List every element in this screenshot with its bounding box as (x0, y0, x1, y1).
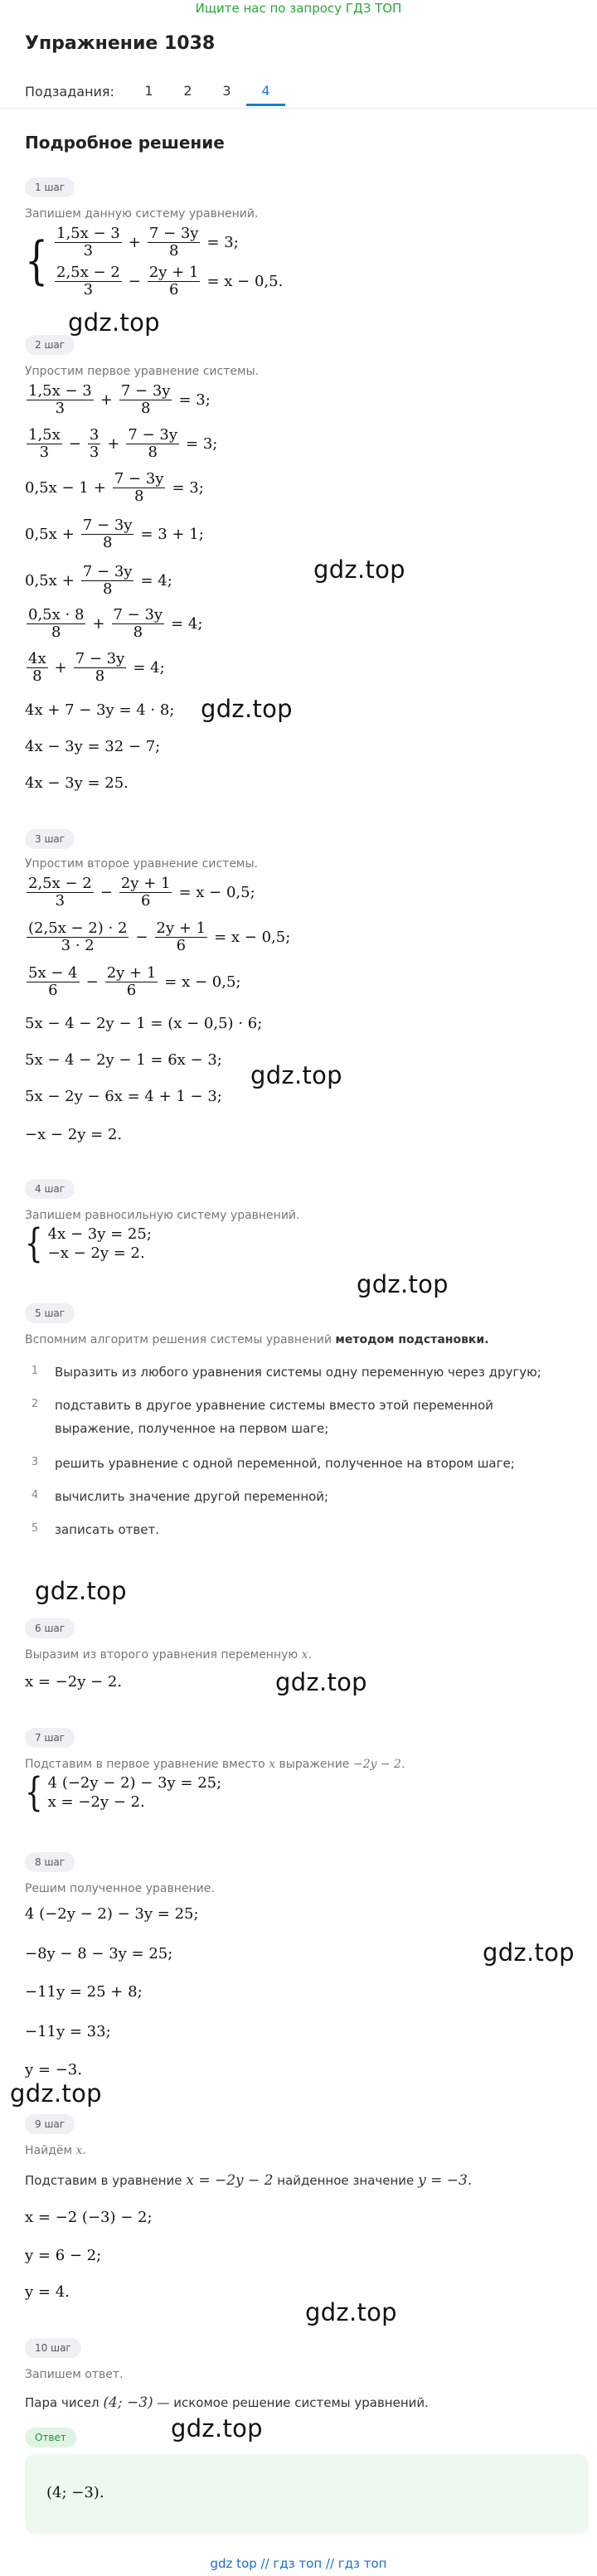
watermark: gdz.top (68, 308, 160, 337)
system-3: { 4 (−2y − 2) − 3y = 25; x = −2y − 2. (25, 1769, 222, 1816)
top-banner[interactable]: Ищите нас по запросу ГДЗ ТОП (195, 1, 402, 16)
tab-2[interactable]: 2 (183, 83, 192, 99)
watermark: gdz.top (313, 555, 405, 584)
step-badge: 1 шаг (25, 177, 75, 197)
math-line: x = −2 (−3) − 2; (25, 2209, 153, 2226)
system-1: { $\frac{1,5x - 3}{3}$ + $\frac{7 - 3y}{8}$ = 3; $\frac{2,5x - 2}{3}$ − $\frac{2y + 1}{6}$ = x − 0,5. (25, 225, 284, 298)
list-item: 3 решить уравнение с одной переменной, полученное на втором шаге; (31, 1456, 515, 1471)
math-line: 0,5x + $\frac{7 - 3y}{8}$ = 3 + 1; (25, 517, 204, 551)
step-note: Подставим в первое уравнение вместо x выражение −2y − 2. (25, 1758, 405, 1771)
math-line: $\frac{0,5x \cdot 8}{8}$ + $\frac{7 - 3y}{8}$ = 4; (28, 606, 203, 641)
watermark: gdz.top (10, 2079, 102, 2108)
list-item: 5 записать ответ. (31, 1522, 159, 1537)
math-line: y = 4. (25, 2283, 70, 2301)
math-line: 4x + 7 − 3y = 4 · 8; (25, 701, 175, 719)
tab-4[interactable]: 4 (246, 76, 285, 106)
system-2: { 4x − 3y = 25; −x − 2y = 2. (25, 1220, 152, 1267)
watermark: gdz.top (171, 2414, 263, 2443)
math-line: x = −2y − 2. (25, 1673, 123, 1691)
brace-icon: { (25, 231, 48, 291)
solution-title: Подробное решение (25, 133, 225, 153)
step-badge: 5 шаг (25, 1303, 75, 1323)
step-badge: 8 шаг (25, 1852, 75, 1872)
math-line: −8y − 8 − 3y = 25; (25, 1945, 173, 1962)
step-note: Выразим из второго уравнения переменную x. (25, 1648, 312, 1662)
divider (0, 108, 597, 109)
brace-icon: { (25, 1769, 43, 1816)
math-line: 5x − 4 − 2y − 1 = 6x − 3; (25, 1051, 222, 1069)
math-line: $\frac{4x}{8}$ + $\frac{7 - 3y}{8}$ = 4; (28, 650, 165, 685)
list-item: выражение, полученное на первом шаге; (55, 1421, 329, 1436)
math-line: y = −3. (25, 2061, 82, 2079)
math-line: −11y = 33; (25, 2023, 111, 2040)
step-badge: 4 шаг (25, 1179, 75, 1199)
footer-links[interactable]: gdz top // гдз топ // гдз топ (210, 2556, 387, 2571)
step-badge: 3 шаг (25, 829, 75, 849)
list-item: 1 Выразить из любого уравнения системы одну переменную через другую; (31, 1365, 541, 1380)
step-badge: 6 шаг (25, 1618, 75, 1638)
watermark: gdz.top (483, 1938, 575, 1967)
step-note: Запишем ответ. (25, 2368, 124, 2381)
watermark: gdz.top (357, 1270, 449, 1298)
list-item: 2 подставить в другое уравнение системы вместо этой переменной (31, 1398, 493, 1413)
watermark: gdz.top (250, 1061, 342, 1089)
watermark: gdz.top (201, 695, 293, 723)
step-badge: 10 шаг (25, 2338, 81, 2358)
step-note: Решим полученное уравнение. (25, 1882, 215, 1895)
math-line: 4x − 3y = 32 − 7; (25, 738, 161, 755)
brace-icon: { (25, 1220, 43, 1267)
step-badge: 2 шаг (25, 335, 75, 355)
subtasks-nav (25, 76, 285, 106)
subtasks-label: Подзадания: (25, 83, 114, 99)
step-note: Вспомним алгоритм решения системы уравнений методом подстановки. (25, 1333, 489, 1346)
exercise-title: Упражнение 1038 (25, 33, 216, 54)
math-line: 5x − 4 − 2y − 1 = (x − 0,5) · 6; (25, 1015, 263, 1032)
step-note: Упростим второе уравнение системы. (25, 857, 258, 871)
math-line: −x − 2y = 2. (25, 1126, 123, 1143)
math-line: $\frac{1,5x}{3}$ − $\frac{3}{3}$ + $\frac{7 - 3y}{8}$ = 3; (28, 426, 218, 461)
step-note: Найдём x. (25, 2144, 86, 2157)
math-line: $\frac{1,5x - 3}{3}$ + $\frac{7 - 3y}{8}$ = 3; (28, 382, 211, 417)
step-badge: 7 шаг (25, 1728, 75, 1748)
math-line: 0,5x − 1 + $\frac{7 - 3y}{8}$ = 3; (25, 470, 204, 505)
watermark: gdz.top (35, 1577, 127, 1605)
tab-1[interactable]: 1 (144, 83, 153, 99)
math-line: 0,5x + $\frac{7 - 3y}{8}$ = 4; (25, 563, 172, 598)
step-note: Запишем данную систему уравнений. (25, 207, 259, 221)
answer-badge: Ответ (25, 2428, 76, 2447)
math-line: $\frac{(2,5x - 2) \cdot 2}{3 \cdot 2}$ − $\frac{2y + 1}{6}$ = x − 0,5; (28, 919, 291, 954)
math-line: y = 6 − 2; (25, 2247, 102, 2264)
math-line: $\frac{5x - 4}{6}$ − $\frac{2y + 1}{6}$ = x − 0,5; (28, 964, 241, 999)
answer-box (25, 2454, 589, 2534)
answer-text: Пара чисел (4; −3) — искомое решение системы уравнений. (25, 2394, 429, 2411)
step-text: Подставим в уравнение x = −2y − 2 найденное значение y = −3. (25, 2172, 473, 2189)
math-line: 4 (−2y − 2) − 3y = 25; (25, 1905, 199, 1923)
math-line: 4x − 3y = 25. (25, 774, 129, 792)
answer-value: (4; −3). (46, 2484, 104, 2501)
step-badge: 9 шаг (25, 2114, 75, 2134)
math-line: −11y = 25 + 8; (25, 1983, 143, 2001)
tab-3[interactable]: 3 (222, 83, 231, 99)
step-note: Упростим первое уравнение системы. (25, 365, 260, 378)
math-line: $\frac{2,5x - 2}{3}$ − $\frac{2y + 1}{6}$ = x − 0,5; (28, 875, 255, 910)
step-note: Запишем равносильную систему уравнений. (25, 1209, 300, 1222)
watermark: gdz.top (275, 1668, 367, 1696)
math-line: 5x − 2y − 6x = 4 + 1 − 3; (25, 1088, 222, 1105)
watermark: gdz.top (305, 2298, 397, 2326)
list-item: 4 вычислить значение другой переменной; (31, 1489, 329, 1504)
